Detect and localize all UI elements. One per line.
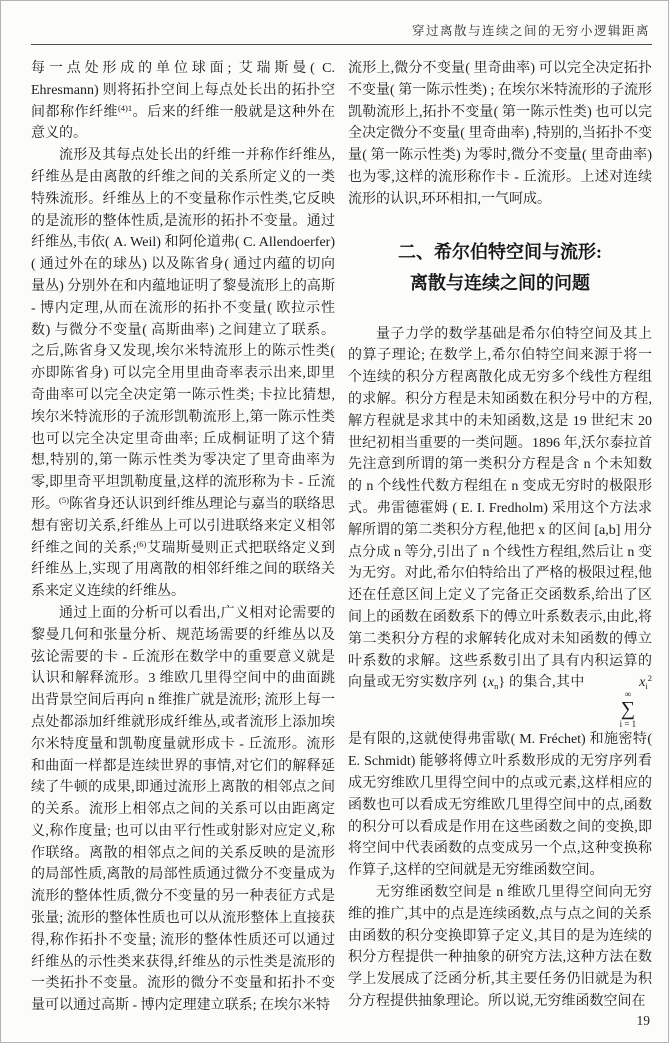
body-text: } 的集合,其中 (498, 675, 585, 691)
paragraph (31, 58, 335, 145)
body-text: 艾瑞斯曼则正式把联络定义到纤维丛上,实现了用离散的相邻纤维之间的联络关系来定义连续的纤维丛。 (31, 540, 336, 600)
summation-formula (589, 689, 640, 729)
paragraph (31, 145, 335, 603)
summation-upper-limit: ∞ (624, 689, 632, 700)
paragraph (348, 324, 652, 882)
math-superscript: 2 (647, 673, 652, 684)
footnote-marker: (4)1 (117, 102, 133, 113)
math-variable: x (639, 675, 646, 691)
footnote-marker: (5) (59, 494, 69, 505)
page-number: 19 (636, 1013, 650, 1028)
section-heading-line1: 二、希尔伯特空间与流形: (398, 241, 602, 262)
math-variable: x (487, 675, 495, 691)
footnote-marker: (6) (136, 538, 147, 549)
paragraph (348, 58, 652, 211)
paragraph (348, 882, 652, 1013)
body-text: 。后来的纤维一般就是这种外在意义的。 (31, 104, 336, 142)
body-text: 陈省身还认识到纤维丛理论与嘉当的联络思想有密切关系,纤维丛上可以引进联络来定义相邻纤维之间的关系; (31, 496, 336, 556)
paragraph (31, 603, 335, 1017)
running-header-title: 穿过离散与连续之间的无穷小逻辑距离 (411, 24, 650, 38)
body-text: 流形上,微分不变量( 里奇曲率) 可以完全决定拓扑不变量( 第一陈示性类) ; 在埃尔米特流形的子流形凯勒流形上,拓扑不变量( 第一陈示性类) 也可以完全决定微分不变量( 里奇曲率) ,特别的,当拓扑不变量( 第一陈示性类) 为零时,微分不变量( 里奇曲率) 也为零,这样的流形称作卡 - 丘流形。上述对连续流形的认识,环环相扣,一气呵成。 (348, 61, 652, 207)
sigma-symbol: ∑ (620, 698, 635, 721)
body-text: 是有限的,这就使得弗雷歇( M. Fréchet) 和施密特( E. Schmidt) 能够将傅立叶系数形成的无穷序列看成无穷维欧几里得空间中的点或元素,这样相应的函数也可以看成无穷维欧几里得空间中的点,函数的积分可以看成是作用在这些函数之间的变换,即将空间中代表函数的点变成另一个点,这种变换称作算子,这样的空间就是无穷维函数空间。 (348, 732, 652, 879)
page-content (1, 1, 668, 1017)
left-column (31, 58, 335, 1017)
header-rule (31, 44, 652, 45)
summation-lower-limit: i = 1 (619, 719, 637, 730)
body-text: 无穷维函数空间是 n 维欧几里得空间向无穷维的推广,其中的点是连续函数,点与点之间的关系由函数的积分变换即算子定义,其目的是为连续的积分方程提供一种抽象的研究方法,这种方法在数学上发展成了泛函分析,其主要任务仍旧就是为积分方程提供抽象理论。所以说,无穷维函数空间在 (348, 884, 652, 1009)
math-subscript: i (645, 681, 648, 692)
body-text: 量子力学的数学基础是希尔伯特空间及其上的算子理论; 在数学上,希尔伯特空间来源于将一个连续的积分方程离散化成无穷多个线性方程组的求解。积分方程是未知函数在积分号中的方程,解方程就是求其中的未知函数,这是 19 世纪末 20 世纪初相当重要的一类问题。1896 年,沃尔泰拉首先注意到所谓的第一类积分方程是含 n 个未知数的 n 个线性代数方程组在 n 变成无穷时的极限形式。弗雷德霍姆 ( E. I. Fredholm) 采用这个方法求解所谓的第二类积分方程,他把 x 的区间 [a,b] 用分点分成 n 等分,引出了 n 个线性方程组,然后让 n 变为无穷。对此,希尔伯特给出了严格的极限过程,他还在任意区间上定义了完备正交函数系,给出了区间上的函数在函数系下的傅立叶系数表示,由此,将第二类积分方程的求解转化成对未知函数的傅立叶系数的求解。这些系数引出了具有内积运算的向量或无穷实数序列 { (348, 326, 652, 691)
two-column-layout (31, 58, 652, 1017)
section-heading-line2: 离散与连续之间的问题 (410, 272, 590, 293)
body-text: 通过上面的分析可以看出,广义相对论需要的黎曼几何和张量分析、规范场需要的纤维丛以及弦论需要的卡 - 丘流形在数学中的重要意义就是认识和解释流形。3 维欧几里得空间中的曲面跳出背景空间后再向 n 维推广就是流形; 流形上每一点处都添加纤维就形成纤维丛,或者流形上添加埃尔米特度量和凯勒度量就形成卡 - 丘流形。流形和曲面一样都是连续世界的事情,对它们的解释延续了牛顿的成果,即通过流形上离散的相邻点之间的关系。流形上相邻点之间的关系可以由距离定义,称作度量; 也可以由平行性或射影对应定义,称作联络。离散的相邻点之间的关系反映的是流形的局部性质,离散的局部性质通过微分不变量成为流形的整体性质,微分不变量的另一种表征方式是张量; 流形的整体性质也可以从流形整体上直接获得,称作拓扑不变量; 流形的整体性质还可以通过纤维丛的示性类来获得,纤维丛的示性类是流形的一类拓扑不变量。流形的微分不变量和拓扑不变量可以通过高斯 - 博内定理建立联系; 在埃尔米特 (31, 605, 335, 1014)
section-heading (348, 237, 652, 299)
math-subscript: n (494, 681, 499, 692)
body-text: 流形及其每点处长出的纤维一并称作纤维丛,纤维丛是由离散的纤维之间的关系所定义的一类特殊流形。纤维丛上的不变量称作示性类,它反映的是流形的整体性质,是流形的拓扑不变量。通过纤维丛,韦依( A. Weil) 和阿伦道弗( C. Allendoerfer) ( 通过外在的球丛) 以及陈省身( 通过内蕴的切向量丛) 分别外在和内蕴地证明了黎曼流形上的高斯 - 博内定理,从而在流形的拓扑不变量( 欧拉示性数) 与微分不变量( 高斯曲率) 之间建立了联系。之后,陈省身又发现,埃尔米特流形上的陈示性类( 亦即陈省身) 可以完全用里曲奇率表示出来,即里奇曲率可以完全决定第一陈示性类; 卡拉比猜想,埃尔米特流形的子流形凯勒流形上,第一陈示性类也可以完全决定里奇曲率; 丘成桐证明了这个猜想,特别的,第一陈示性类为零决定了里奇曲率为零,即里奇平坦凯勒度量,这样的流形称为卡 - 丘流形。 (31, 148, 335, 512)
body-text: 每一点处形成的单位球面; 艾瑞斯曼( C. Ehresmann) 则将拓扑空间上每点处长出的拓扑空间都称作纤维 (31, 61, 335, 120)
right-column (348, 58, 652, 1017)
